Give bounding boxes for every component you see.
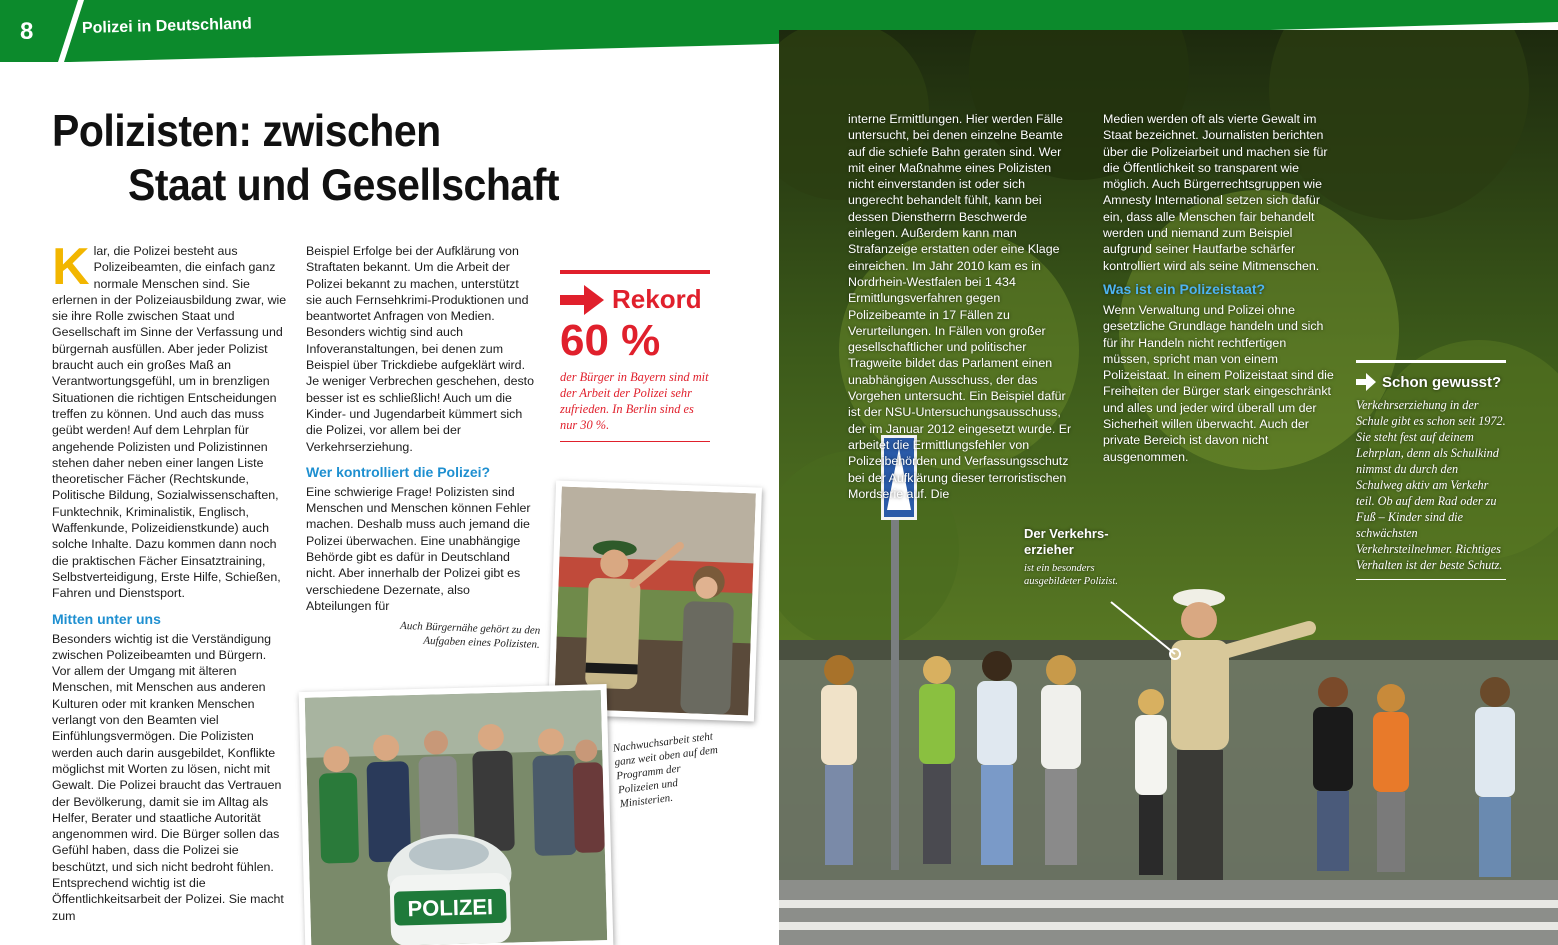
rekord-rule-top [560, 270, 710, 274]
body-paragraph: Wenn Verwaltung und Polizei ohne gesetzliche Grundlage handeln und sich für ihr Handeln nicht rechtfertigen müssen, spricht man von einem Polizeistaat. In einem Polizeistaat sind die Freiheiten der Bürger stark eingeschränkt und alles und jeder wird überall um der Sicherheit willen überwacht. Auch der private Bereich ist davon nicht ausgenommen. [1103, 302, 1334, 464]
photo-callout [1024, 526, 1154, 588]
title-line-2: Staat und Gesellschaft [128, 160, 560, 210]
body-paragraph: interne Ermittlungen. Hier werden Fälle untersucht, bei denen einzelne Beamte auf die schiefe Bahn geraten sind. Wer mit einer Maßnahme eines Polizisten nicht einverstanden ist oder sich ungerecht behandelt fühlt, kann bei dessen Dienstherrn Beschwerde einlegen. Außerdem kann man Strafanzeige erstatten oder eine Klage einreichen. Im Jahr 2010 kam es in Nordrhein-Westfalen bei 1 434 Ermittlungsverfahren gegen Polizeibeamte in 17 Fällen zu Verurteilungen. In Fällen von großer gesellschaftlicher und politischer Tragweite bildet das Parlament einen unabhängigen Ausschuss, der das Vorgehen untersucht. Ein Beispiel dafür ist der NSU-Untersuchungsausschuss, der im Januar 2012 eingesetzt wurde. Er arbeitet die Ermittlungsfehler von Polizeibehörden und Verfassungsschutz bei der Aufklärung dieser terroristischen Mordserie auf. Die [848, 112, 1072, 501]
section-title: Polizei in Deutschland [81, 15, 252, 37]
callout-subtitle: ist ein besonders ausgebildeter Polizist. [1024, 563, 1118, 587]
did-you-know-box [1356, 360, 1506, 580]
article-column-2 [306, 243, 534, 614]
body-paragraph: Beispiel Erfolge bei der Aufklärung von Straftaten bekannt. Um die Arbeit der Polizei bekannt zu machen, unterstützt sie auch Fernsehkrimi-Produktionen und beantwortet Anfragen von Medien. Besonders wichtig sind auch Infoveranstaltungen, bei denen zum Beispiel über Trickdiebe aufgeklärt wird. Je weniger Verbrechen geschehen, desto besser ist es schließlich! Auch um die Kinder- und Jugendarbeit kümmert sich die Polizei, vor allem bei der Verkehrserziehung. [306, 244, 535, 454]
callout-title: Der Verkehrserzieher [1024, 526, 1109, 557]
rekord-text: der Bürger in Bayern sind mit der Arbeit der Polizei sehr zufrieden. In Berlin sind es nur 30 %. [560, 370, 709, 432]
motorbike-label: POLIZEI [407, 894, 494, 922]
subhead-wer-kontrolliert: Wer kontrolliert die Polizei? [306, 463, 491, 480]
arrow-right-icon [560, 285, 604, 315]
rekord-header [560, 284, 710, 315]
article-column-1 [52, 238, 288, 924]
rekord-title: Rekord [612, 284, 702, 314]
did-you-know-header [1356, 373, 1506, 391]
article-column-3 [848, 111, 1080, 502]
intro-text: lar, die Polizei besteht aus Polizeibeamten, die einfach ganz normale Menschen sind. Sie erlernen in der Polizeiausbildung zwar, wie sie ihre Rolle zwischen Staat und Gesellschaft im Sinne der Verfassung und bürgernah ausfüllen. Aber jeder Polizist braucht auch ein großes Maß an Verantwortungsgefühl, um in brenzligen Situationen die richtigen Entscheidungen treffen zu können. Und auch das muss geübt werden! Auf dem Lehrplan für angehende Polizisten und Polizistinnen stehen daher neben einer langen Liste theoretischer Fächer (Rechtskunde, Politische Bildung, Sozialwissenschaften, Funktechnik, Kriminalistik, Englisch, Waffenkunde, Polizeidienstkunde) auch solche Inhalte. Dazu kommen dann noch die praktischen Fächer Einsatztraining, Selbstverteidigung, Erste Hilfe, Schießen, Fahren und Dienstsport. [52, 244, 287, 601]
subhead-mitten-unter-uns: Mitten unter uns [52, 610, 161, 627]
caption-photo-2: Nachwuchsarbeit steht ganz weit oben auf dem Programm der Polizeien und Ministerien. [612, 730, 719, 811]
body-paragraph: Besonders wichtig ist die Verständigung zwischen Polizeibeamten und Bürgern. Vor allem der Umgang mit älteren Menschen, mit Menschen aus anderen Kulturen oder mit kranken Menschen verlangt von den Beamten viel Einfühlungsvermögen. Die Polizisten werden auch darin ausgebildet, Konflikte möglichst mit Worten zu lösen, nicht mit Gewalt. Die Polizei braucht das Vertrauen der Bevölkerung, damit sie im Alltag als Helfer, Berater und staatliche Autorität angenommen wird. Die Bürger sollen das Gefühl haben, dass die Polizei sie beschützt, und sich nicht bedroht fühlen. Entsprechend wichtig ist die Öffentlichkeitsarbeit der Polizei. Sie macht zum [52, 631, 284, 923]
title-line-1: Polizisten: zwischen [52, 106, 441, 156]
arrow-right-icon [1356, 373, 1376, 391]
did-you-know-text: Verkehrserziehung in der Schule gibt es schon seit 1972. Sie steht fest auf deinem Lehrplan, denn als Schulkind nimmst du durch den Schulweg aktiv am Verkehr teil. Ob auf dem Rad oder zu Fuß – Kinder sind die schwächsten Verkehrsteilnehmer. Richtiges Verhalten ist der beste Schutz. [1356, 398, 1506, 572]
rekord-box [560, 270, 710, 442]
subhead-polizeistaat: Was ist ein Polizeistaat? [1103, 280, 1266, 297]
body-paragraph: Medien werden oft als vierte Gewalt im Staat bezeichnet. Journalisten berichten über die Polizeiarbeit und machen sie für die Öffentlichkeit so transparent wie möglich. Auch Bürgerrechtsgruppen wie Amnesty International setzen sich dafür ein, dass alle Menschen fair behandelt werden und niemand zum Beispiel aufgrund seiner Hautfarbe schärfer kontrolliert wird als seine Mitmenschen. [1103, 112, 1328, 273]
drop-cap: K [52, 238, 90, 296]
did-you-know-rule-top [1356, 360, 1506, 363]
page-number: 8 [20, 18, 34, 45]
did-you-know-rule-bottom [1356, 579, 1506, 580]
photo-youths-motorbike [299, 684, 614, 945]
rekord-value: 60 % [560, 316, 661, 365]
rekord-rule-bottom [560, 441, 710, 442]
page-title [52, 104, 559, 212]
body-paragraph: Eine schwierige Frage! Polizisten sind Menschen und Menschen können Fehler machen. Deshalb muss auch jemand die Polizei überwachen. Eine unabhängige Behörde gibt es dafür in Deutschland nicht. Aber innerhalb der Polizei gibt es verschiedene Dezernate, also Abteilungen für [306, 484, 531, 613]
caption-photo-1: Auch Bürgernähe gehört zu den Aufgaben eines Polizisten. [399, 619, 541, 651]
article-column-4 [1103, 111, 1335, 465]
intro-paragraph [52, 238, 288, 602]
did-you-know-title: Schon gewusst? [1382, 373, 1502, 391]
